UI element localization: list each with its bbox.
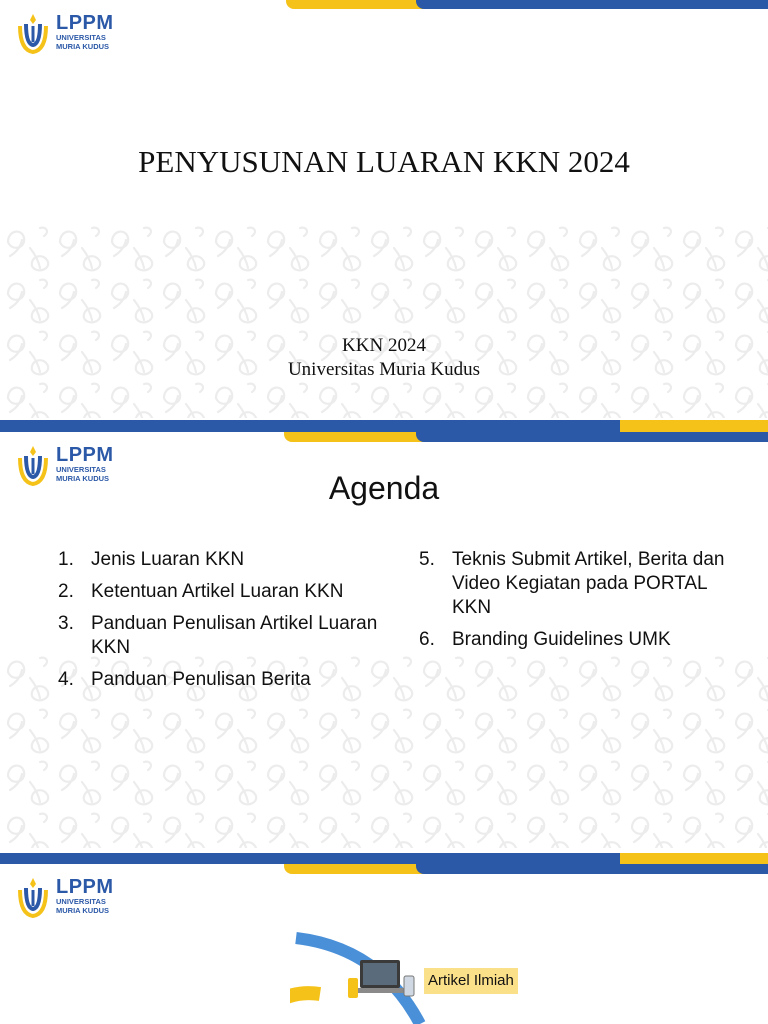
top-blue-bar (416, 0, 768, 9)
agenda-item-number: 1. (58, 549, 74, 570)
subtitle-line2: Universitas Muria Kudus (287, 359, 481, 380)
agenda-item (58, 668, 388, 692)
slide-title: PENYUSUNAN LUARAN KKN 2024 (138, 144, 630, 179)
output-label-artikel: Artikel Ilmiah (424, 968, 518, 994)
logo-name: LPPM (56, 444, 114, 466)
laptop-phone-icon (346, 956, 418, 1006)
agenda-list-right (419, 548, 739, 660)
bottom-blue-bar (0, 853, 620, 864)
agenda-item-text: Teknis Submit Artikel, Berita dan Video Kegiatan pada PORTAL KKN (452, 549, 725, 618)
lppm-logo (16, 876, 114, 920)
agenda-item-number: 5. (419, 549, 435, 570)
lppm-logo (16, 12, 114, 56)
agenda-item-number: 2. (58, 581, 74, 602)
logo-sub-line1: UNIVERSITAS (56, 33, 106, 42)
agenda-item (419, 628, 739, 652)
agenda-item (58, 580, 388, 604)
leaf-pattern-background (0, 222, 768, 418)
logo-sub-line2: MURIA KUDUS (56, 473, 110, 483)
agenda-list-left (58, 548, 388, 700)
logo-sub-line1: UNIVERSITAS (56, 465, 106, 474)
subtitle-line1: KKN 2024 (342, 335, 426, 356)
agenda-slide (0, 432, 768, 864)
agenda-item-text: Panduan Penulisan Artikel Luaran KKN (91, 613, 378, 658)
logo-sub-line2: MURIA KUDUS (56, 41, 110, 51)
top-blue-bar (416, 432, 768, 442)
slide-subtitle (0, 334, 768, 382)
agenda-item (58, 612, 388, 660)
top-yellow-bar (284, 864, 436, 874)
agenda-item-number: 4. (58, 669, 74, 690)
logo-sub-line2: MURIA KUDUS (56, 905, 110, 915)
top-yellow-bar (286, 0, 436, 9)
agenda-item-text: Ketentuan Artikel Luaran KKN (91, 581, 344, 602)
logo-name: LPPM (56, 876, 114, 898)
lppm-emblem-icon (16, 12, 50, 56)
agenda-item-text: Jenis Luaran KKN (91, 549, 245, 570)
top-blue-bar (416, 864, 768, 874)
agenda-item-text: Panduan Penulisan Berita (91, 669, 311, 690)
logo-sub-line1: UNIVERSITAS (56, 897, 106, 906)
outputs-slide (0, 864, 768, 1024)
agenda-item (419, 548, 739, 620)
bottom-blue-bar (0, 420, 620, 432)
bottom-yellow-bar (620, 853, 768, 864)
top-yellow-bar (284, 432, 436, 442)
agenda-item-number: 6. (419, 629, 435, 650)
agenda-item-text: Branding Guidelines UMK (452, 629, 671, 650)
title-slide (0, 0, 768, 432)
agenda-item-number: 3. (58, 613, 74, 634)
bottom-yellow-bar (620, 420, 768, 432)
logo-name: LPPM (56, 12, 114, 34)
agenda-item (58, 548, 388, 572)
lppm-emblem-icon (16, 876, 50, 920)
agenda-title: Agenda (328, 470, 440, 506)
